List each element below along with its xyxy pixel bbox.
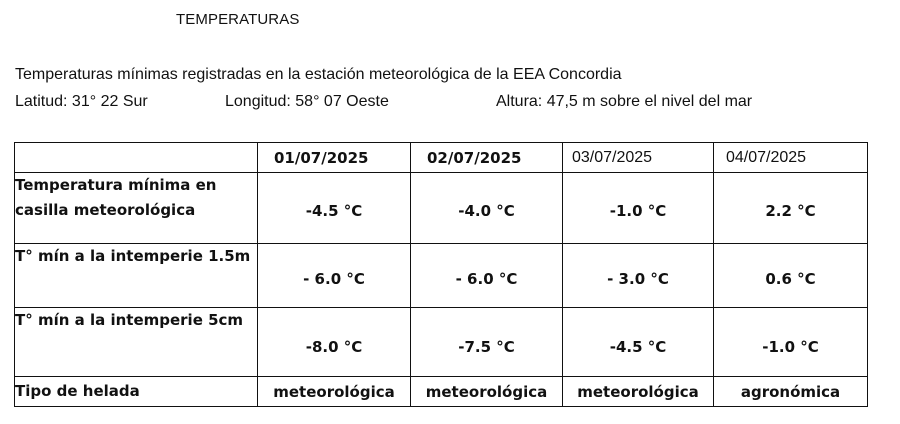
row-label: T° mín a la intemperie 5cm	[15, 308, 258, 377]
document-description: Temperaturas mínimas registradas en la estación meteorológica de la EEA Concordia	[15, 66, 622, 83]
header-date-1: 01/07/2025	[258, 143, 411, 173]
table-cell: 0.6 °C	[714, 244, 868, 308]
table-header-row	[15, 143, 868, 173]
table-row	[15, 173, 868, 244]
table-row	[15, 244, 868, 308]
table-cell: -7.5 °C	[411, 308, 563, 377]
latitude-text: Latitud: 31° 22 Sur	[15, 93, 148, 110]
table-cell: -1.0 °C	[563, 173, 714, 244]
table-cell: -4.5 °C	[258, 173, 411, 244]
header-date-4: 04/07/2025	[714, 143, 868, 173]
document-title: TEMPERATURAS	[176, 11, 300, 28]
row-label: Tipo de helada	[15, 377, 258, 407]
table-row	[15, 308, 868, 377]
table-cell: -4.5 °C	[563, 308, 714, 377]
table-cell: -1.0 °C	[714, 308, 868, 377]
table-cell: - 3.0 °C	[563, 244, 714, 308]
table-row	[15, 377, 868, 407]
header-date-2: 02/07/2025	[411, 143, 563, 173]
longitude-text: Longitud: 58° 07 Oeste	[225, 93, 389, 110]
row-label: T° mín a la intemperie 1.5m	[15, 244, 258, 308]
table-cell: meteorológica	[258, 377, 411, 407]
header-date-3: 03/07/2025	[563, 143, 714, 173]
table-cell: 2.2 °C	[714, 173, 868, 244]
table-cell: - 6.0 °C	[411, 244, 563, 308]
table-cell: meteorológica	[563, 377, 714, 407]
table-cell: - 6.0 °C	[258, 244, 411, 308]
table-cell: -4.0 °C	[411, 173, 563, 244]
altitude-text: Altura: 47,5 m sobre el nivel del mar	[496, 93, 753, 110]
row-label: Temperatura mínima en casilla meteorológica	[15, 173, 258, 244]
table-cell: agronómica	[714, 377, 868, 407]
temperature-table	[14, 142, 868, 407]
header-cell-empty	[15, 143, 258, 173]
table-cell: -8.0 °C	[258, 308, 411, 377]
table-cell: meteorológica	[411, 377, 563, 407]
